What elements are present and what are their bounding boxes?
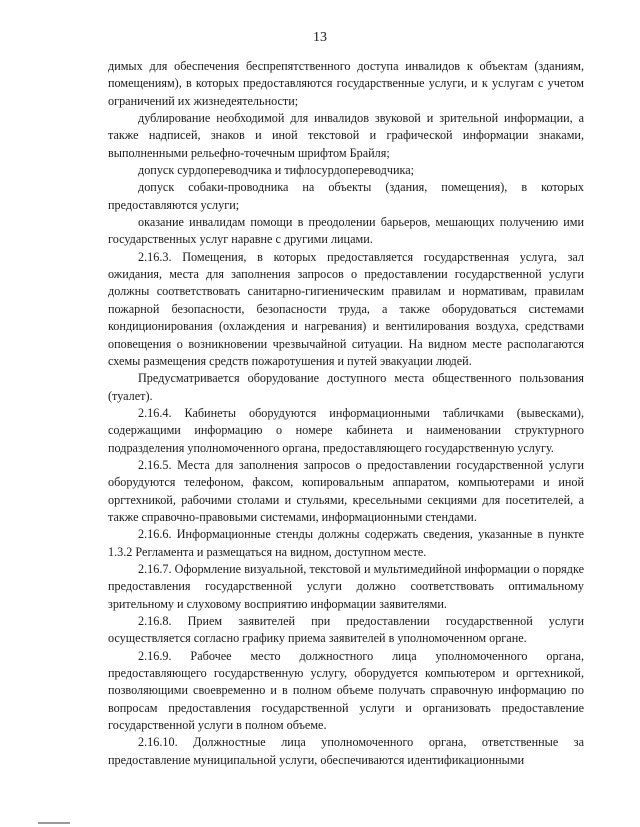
scan-artifact <box>38 822 70 824</box>
paragraph: дублирование необходимой для инвалидов звуковой и зрительной информации, а также надписей, знаков и иной текстовой и графической информации знаками, выполненными рельефно-точечным шрифтом Брайля; <box>108 111 584 160</box>
paragraph: 2.16.9. Рабочее место должностного лица уполномоченного органа, предоставляющего государственную услугу, оборудуется компьютером и оргтехникой, позволяющими своевременно и в полном объеме получать справочную информацию по вопросам предоставления государственной услуги и организовать предоставление государственной услуги в полном объеме. <box>108 648 584 733</box>
paragraph: 2.16.3. Помещения, в которых предоставляется государственная услуга, зал ожидания, места для заполнения запросов о предоставлении государственной услуги должны соответствовать санитарно-гигиеническим правилам и нормативам, правилам пожарной безопасности, безопасности труда, а также оборудоваться системами кондиционирования (охлаждения и нагревания) и вентилирования воздуха, средствами оповещения о возникновении чрезвычайной ситуации. На видном месте располагаются схемы размещения средств пожаротушения и путей эвакуации людей. <box>108 249 584 368</box>
paragraph: димых для обеспечения беспрепятственного доступа инвалидов к объектам (зданиям, помещениям), в которых предоставляются государственные услуги, и к услугам с учетом ограничений их жизнедеятельности; <box>108 59 584 108</box>
paragraph: 2.16.5. Места для заполнения запросов о предоставлении государственной услуги оборудуются телефоном, факсом, копировальным аппаратом, компьютерами и иной оргтехникой, рабочими столами и стульями, кресельными секциями для посетителей, а также справочно-правовыми системами, информационными стендами. <box>108 457 584 524</box>
paragraph: 2.16.7. Оформление визуальной, текстовой и мультимедийной информации о порядке предоставления государственной услуги должно соответствовать оптимальному зрительному и слуховому восприятию информации заявителями. <box>108 561 584 611</box>
paragraph: допуск сурдопереводчика и тифлосурдопереводчика; <box>138 163 415 178</box>
page-number: 13 <box>313 30 327 45</box>
paragraph: допуск собаки-проводника на объекты (здания, помещения), в которых предоставляются услуги; <box>108 180 584 212</box>
paragraph: Предусматривается оборудование доступного места общественного пользования (туалет). <box>108 371 584 403</box>
document-body <box>108 58 584 769</box>
paragraph: 2.16.10. Должностные лица уполномоченного органа, ответственные за предоставление муниципальной услуги, обеспечиваются идентификационными <box>108 735 584 767</box>
paragraph: оказание инвалидам помощи в преодолении барьеров, мешающих получению ими государственных услуг наравне с другими лицами. <box>108 215 584 247</box>
paragraph: 2.16.8. Прием заявителей при предоставлении государственной услуги осуществляется согласно графику приема заявителей в уполномоченном органе. <box>108 614 584 646</box>
paragraph: 2.16.6. Информационные стенды должны содержать сведения, указанные в пункте 1.3.2 Регламента и размещаться на видном, доступном месте. <box>108 527 584 559</box>
paragraph: 2.16.4. Кабинеты оборудуются информационными табличками (вывесками), содержащими информацию о номере кабинета и наименовании структурного подразделения уполномоченного органа, предоставляющего государственную услугу. <box>108 405 584 455</box>
